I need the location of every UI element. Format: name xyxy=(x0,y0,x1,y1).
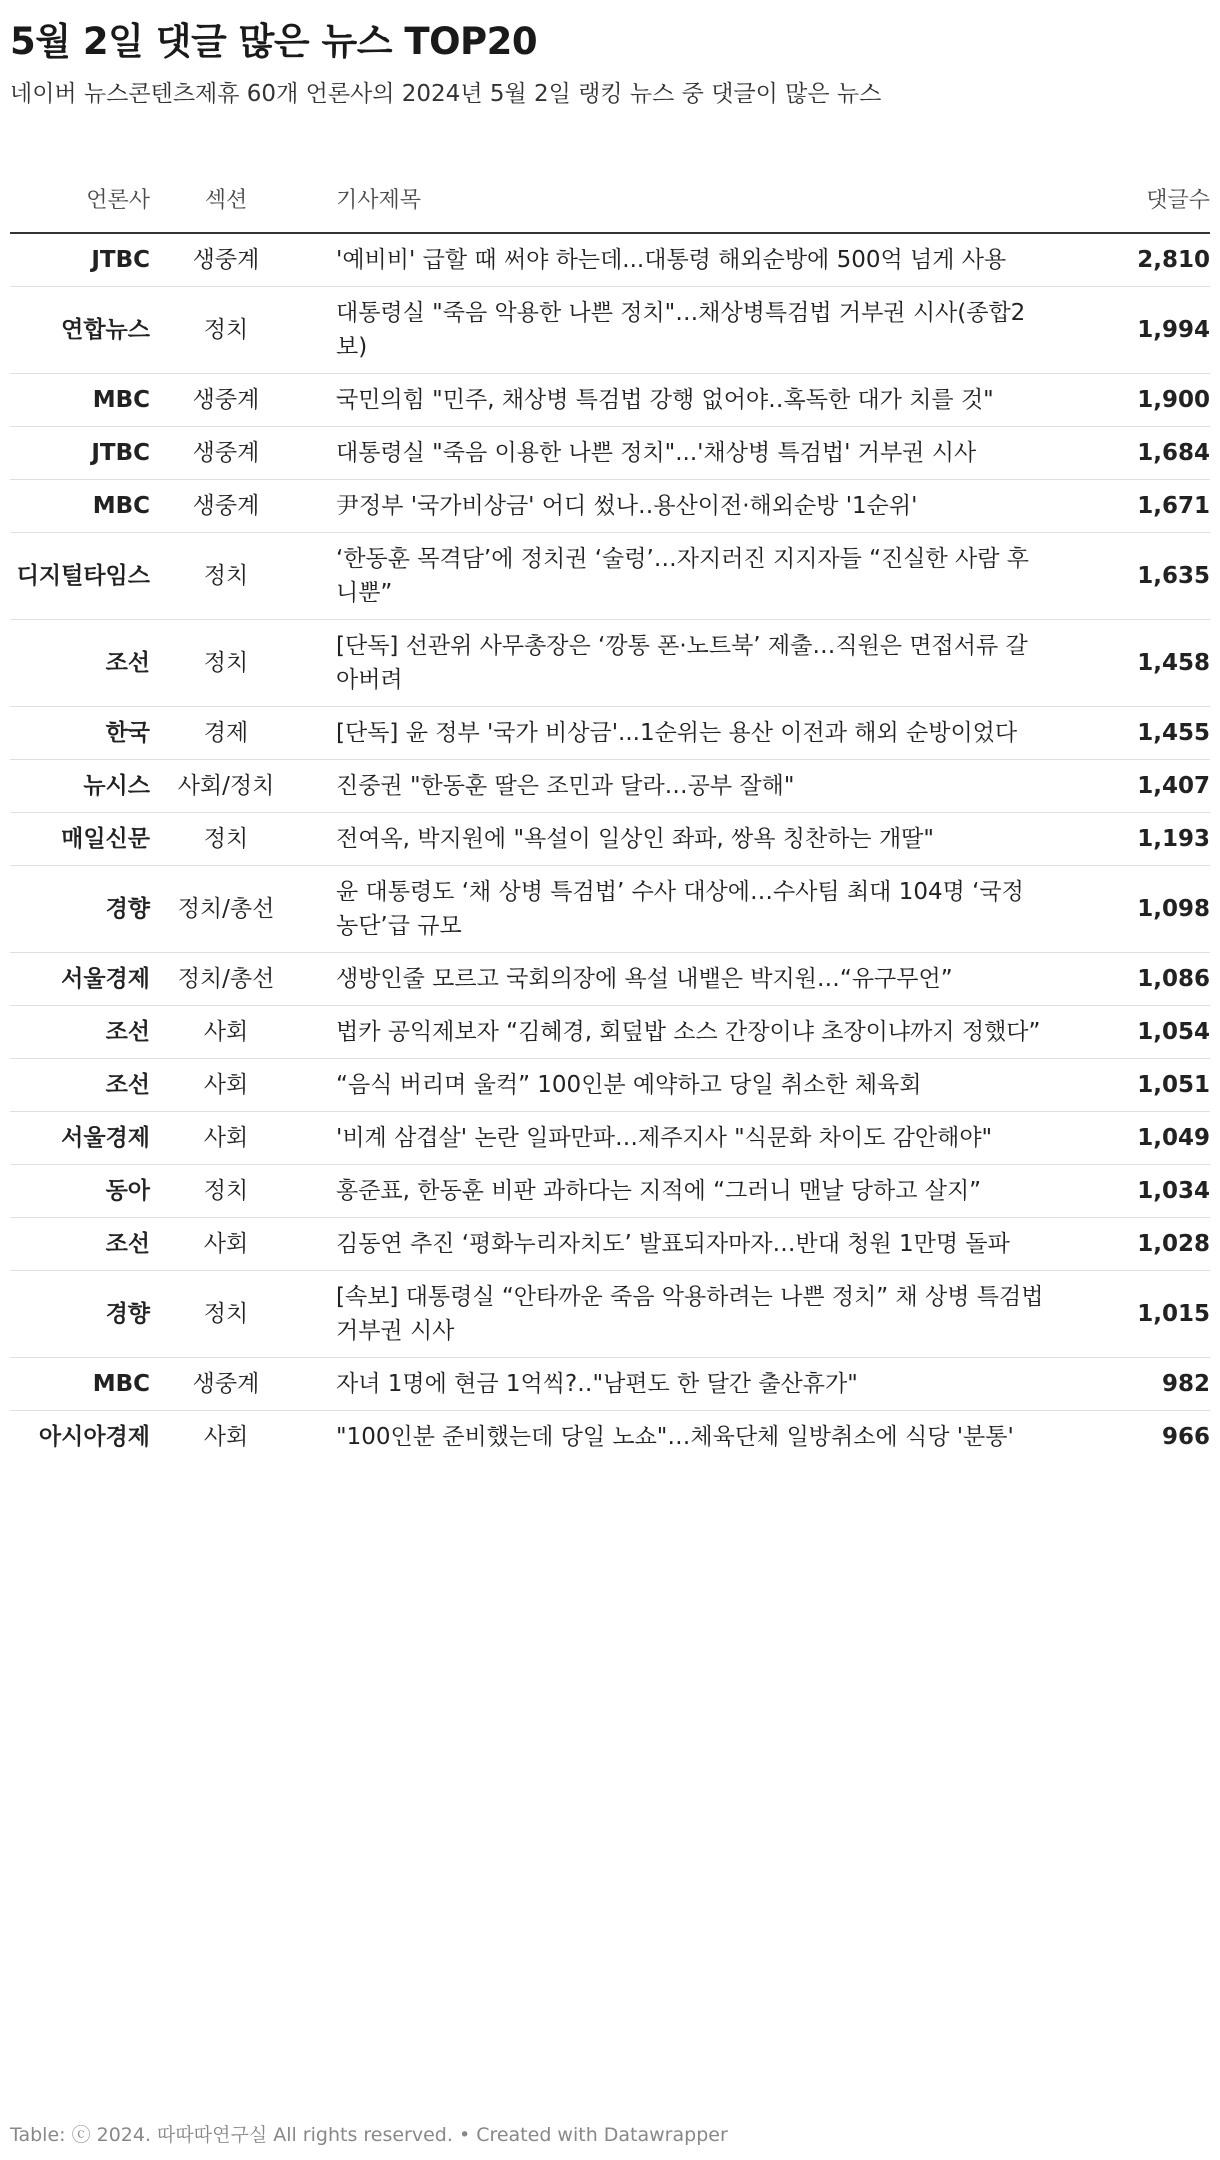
cell-comments: 1,900 xyxy=(1046,373,1210,426)
cell-comments: 1,455 xyxy=(1046,706,1210,759)
cell-comments: 1,407 xyxy=(1046,759,1210,812)
cell-comments: 1,994 xyxy=(1046,286,1210,373)
cell-comments: 1,034 xyxy=(1046,1164,1210,1217)
table-row xyxy=(10,532,1210,619)
table-row xyxy=(10,233,1210,287)
table-row xyxy=(10,1164,1210,1217)
cell-section: 경제 xyxy=(150,706,302,759)
column-header-section: 섹션 xyxy=(150,166,302,233)
cell-outlet: 경향 xyxy=(10,1270,150,1357)
column-header-headline: 기사제목 xyxy=(302,166,1046,233)
cell-comments: 1,635 xyxy=(1046,532,1210,619)
table-header-row xyxy=(10,166,1210,233)
cell-section: 정치 xyxy=(150,619,302,706)
cell-headline: 법카 공익제보자 “김혜경, 회덮밥 소스 간장이냐 초장이냐까지 정했다” xyxy=(302,1005,1046,1058)
cell-headline: '비계 삼겹살' 논란 일파만파…제주지사 "식문화 차이도 감안해야" xyxy=(302,1111,1046,1164)
cell-comments: 1,054 xyxy=(1046,1005,1210,1058)
table-row xyxy=(10,759,1210,812)
cell-outlet: 디지털타임스 xyxy=(10,532,150,619)
table-row xyxy=(10,1270,1210,1357)
table-row xyxy=(10,619,1210,706)
table-row xyxy=(10,1058,1210,1111)
table-row xyxy=(10,952,1210,1005)
cell-headline: '예비비' 급할 때 써야 하는데...대통령 해외순방에 500억 넘게 사용 xyxy=(302,233,1046,287)
cell-headline: 국민의힘 "민주, 채상병 특검법 강행 없어야‥혹독한 대가 치를 것" xyxy=(302,373,1046,426)
cell-headline: “음식 버리며 울컥” 100인분 예약하고 당일 취소한 체육회 xyxy=(302,1058,1046,1111)
cell-headline: 대통령실 "죽음 이용한 나쁜 정치"...'채상병 특검법' 거부권 시사 xyxy=(302,426,1046,479)
column-header-comments: 댓글수 xyxy=(1046,166,1210,233)
cell-section: 생중계 xyxy=(150,1357,302,1410)
cell-section: 정치 xyxy=(150,286,302,373)
cell-outlet: JTBC xyxy=(10,426,150,479)
cell-outlet: MBC xyxy=(10,479,150,532)
cell-comments: 982 xyxy=(1046,1357,1210,1410)
cell-headline: 자녀 1명에 현금 1억씩?‥"남편도 한 달간 출산휴가" xyxy=(302,1357,1046,1410)
cell-comments: 1,098 xyxy=(1046,865,1210,952)
page-subtitle: 네이버 뉴스콘텐츠제휴 60개 언론사의 2024년 5월 2일 랭킹 뉴스 중 댓글이 많은 뉴스 xyxy=(10,81,882,108)
cell-section: 정치 xyxy=(150,532,302,619)
table-row xyxy=(10,1357,1210,1410)
cell-outlet: 조선 xyxy=(10,1005,150,1058)
cell-headline: 생방인줄 모르고 국회의장에 욕설 내뱉은 박지원…“유구무언” xyxy=(302,952,1046,1005)
cell-outlet: 경향 xyxy=(10,865,150,952)
cell-section: 생중계 xyxy=(150,479,302,532)
cell-section: 정치/총선 xyxy=(150,952,302,1005)
cell-section: 생중계 xyxy=(150,233,302,287)
table-row xyxy=(10,1410,1210,1463)
table-row xyxy=(10,706,1210,759)
cell-headline: 전여옥, 박지원에 "욕설이 일상인 좌파, 쌍욕 칭찬하는 개딸" xyxy=(302,812,1046,865)
news-ranking-table xyxy=(10,166,1210,1463)
cell-headline: "100인분 준비했는데 당일 노쇼"…체육단체 일방취소에 식당 '분통' xyxy=(336,1423,1014,1450)
cell-comments: 1,684 xyxy=(1046,426,1210,479)
cell-section: 정치/총선 xyxy=(150,865,302,952)
cell-section: 생중계 xyxy=(150,426,302,479)
cell-outlet: 동아 xyxy=(10,1164,150,1217)
cell-comments: 1,193 xyxy=(1046,812,1210,865)
cell-comments: 1,051 xyxy=(1046,1058,1210,1111)
cell-section: 사회 xyxy=(150,1217,302,1270)
cell-outlet: 아시아경제 xyxy=(38,1423,150,1450)
table-body xyxy=(10,233,1210,1463)
cell-comments: 1,049 xyxy=(1046,1111,1210,1164)
cell-section: 생중계 xyxy=(150,373,302,426)
cell-section: 사회 xyxy=(150,1005,302,1058)
cell-outlet: JTBC xyxy=(10,233,150,287)
cell-section: 정치 xyxy=(150,812,302,865)
cell-headline: 김동연 추진 ‘평화누리자치도’ 발표되자마자…반대 청원 1만명 돌파 xyxy=(302,1217,1046,1270)
cell-outlet: 한국 xyxy=(10,706,150,759)
cell-comments: 2,810 xyxy=(1046,233,1210,287)
table-row xyxy=(10,373,1210,426)
cell-comments: 1,028 xyxy=(1046,1217,1210,1270)
table-row xyxy=(10,286,1210,373)
cell-comments: 966 xyxy=(1161,1423,1210,1450)
cell-outlet: 서울경제 xyxy=(10,952,150,1005)
cell-headline: ‘한동훈 목격담’에 정치권 ‘술렁’…자지러진 지지자들 “진실한 사람 후니뿐” xyxy=(302,532,1046,619)
footer-credit: Table: ⓒ 2024. 따따따연구실 All rights reserved. • Created with Datawrapper xyxy=(10,2124,728,2146)
cell-outlet: 뉴시스 xyxy=(10,759,150,812)
cell-comments: 1,458 xyxy=(1046,619,1210,706)
cell-headline: [단독] 선관위 사무총장은 ‘깡통 폰·노트북’ 제출…직원은 면접서류 갈아버려 xyxy=(302,619,1046,706)
cell-headline: 진중권 "한동훈 딸은 조민과 달라…공부 잘해" xyxy=(302,759,1046,812)
cell-outlet: MBC xyxy=(10,1357,150,1410)
cell-comments: 1,671 xyxy=(1046,479,1210,532)
table-row xyxy=(10,1005,1210,1058)
page-title: 5월 2일 댓글 많은 뉴스 TOP20 xyxy=(10,20,538,63)
cell-headline: 대통령실 "죽음 악용한 나쁜 정치"…채상병특검법 거부권 시사(종합2보) xyxy=(302,286,1046,373)
table-row xyxy=(10,1111,1210,1164)
cell-headline: 尹정부 '국가비상금' 어디 썼나‥용산이전·해외순방 '1순위' xyxy=(302,479,1046,532)
cell-section: 정치 xyxy=(150,1164,302,1217)
cell-headline: [단독] 윤 정부 '국가 비상금'...1순위는 용산 이전과 해외 순방이었다 xyxy=(302,706,1046,759)
cell-section: 사회/정치 xyxy=(150,759,302,812)
column-header-outlet: 언론사 xyxy=(10,166,150,233)
cell-outlet: 조선 xyxy=(10,1058,150,1111)
table-row xyxy=(10,865,1210,952)
table-row xyxy=(10,812,1210,865)
cell-outlet: MBC xyxy=(10,373,150,426)
cell-headline: [속보] 대통령실 “안타까운 죽음 악용하려는 나쁜 정치” 채 상병 특검법 거부권 시사 xyxy=(302,1270,1046,1357)
cell-section: 정치 xyxy=(150,1270,302,1357)
table-row xyxy=(10,479,1210,532)
table-row xyxy=(10,426,1210,479)
cell-comments: 1,086 xyxy=(1046,952,1210,1005)
cell-section: 사회 xyxy=(150,1111,302,1164)
cell-outlet: 조선 xyxy=(10,1217,150,1270)
cell-headline: 홍준표, 한동훈 비판 과하다는 지적에 “그러니 맨날 당하고 살지” xyxy=(302,1164,1046,1217)
cell-outlet: 서울경제 xyxy=(10,1111,150,1164)
cell-section: 사회 xyxy=(203,1423,249,1450)
cell-section: 사회 xyxy=(150,1058,302,1111)
cell-outlet: 연합뉴스 xyxy=(10,286,150,373)
table-row xyxy=(10,1217,1210,1270)
cell-headline: 윤 대통령도 ‘채 상병 특검법’ 수사 대상에…수사팀 최대 104명 ‘국정농단’급 규모 xyxy=(302,865,1046,952)
cell-comments: 1,015 xyxy=(1046,1270,1210,1357)
table-chart xyxy=(10,0,1210,2146)
cell-outlet: 매일신문 xyxy=(10,812,150,865)
cell-outlet: 조선 xyxy=(10,619,150,706)
